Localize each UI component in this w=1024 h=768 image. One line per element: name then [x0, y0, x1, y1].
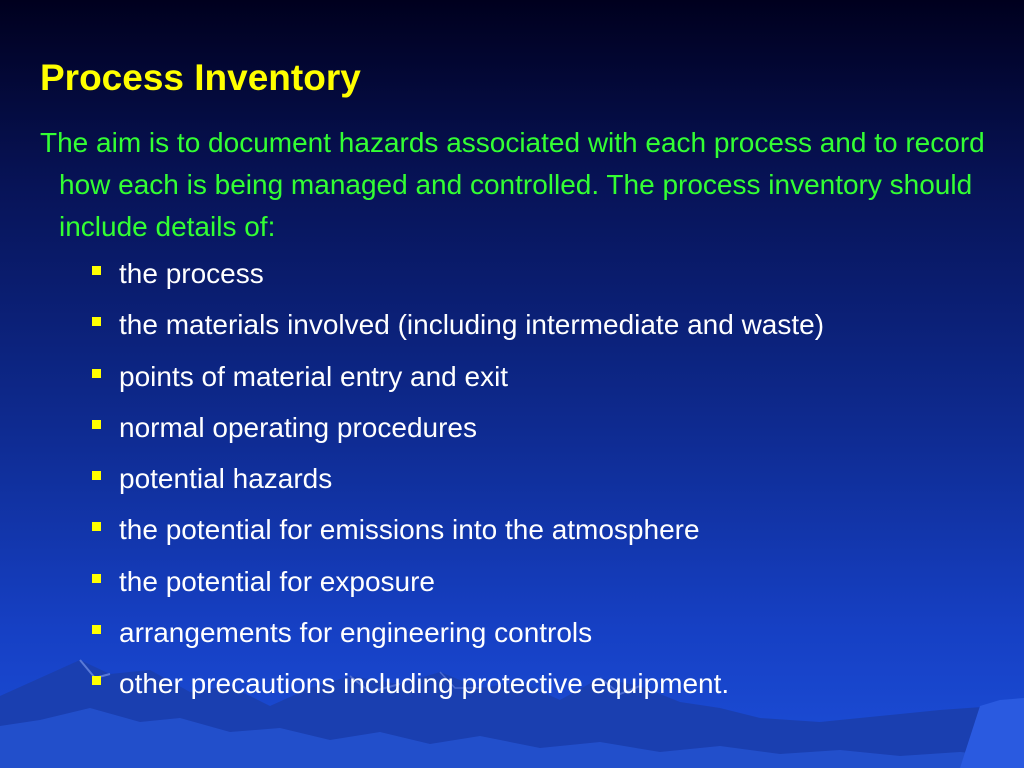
list-item-text: the process	[119, 258, 264, 289]
list-item	[92, 609, 824, 660]
list-item-text: normal operating procedures	[119, 411, 477, 443]
square-bullet-icon	[92, 574, 101, 583]
list-item	[92, 558, 824, 609]
list-item	[92, 301, 824, 352]
list-item	[92, 660, 824, 711]
list-item	[92, 455, 824, 506]
square-bullet-icon	[92, 522, 101, 531]
slide-title: Process Inventory	[40, 57, 361, 98]
list-item	[92, 404, 824, 455]
square-bullet-icon	[92, 266, 101, 275]
square-bullet-icon	[92, 676, 101, 685]
list-item-text: potential hazards	[119, 463, 333, 495]
list-item	[92, 250, 824, 301]
list-item-text: arrangements for engineering controls	[119, 617, 593, 649]
list-item-text: other precautions including protective equipment.	[119, 668, 730, 700]
details-list	[92, 250, 824, 712]
list-item	[92, 353, 824, 404]
list-item-text: the potential for exposure	[119, 565, 435, 597]
square-bullet-icon	[92, 625, 101, 634]
list-item-text: the materials involved (including intermediate and waste)	[119, 309, 825, 341]
list-item-text: points of material entry and exit	[119, 360, 509, 392]
square-bullet-icon	[92, 369, 101, 378]
square-bullet-icon	[92, 471, 101, 480]
square-bullet-icon	[92, 420, 101, 429]
intro-paragraph: The aim is to document hazards associated with each process and to record how each is being managed and controlled. The process inventory should include details of:	[40, 127, 985, 242]
square-bullet-icon	[92, 317, 101, 326]
list-item	[92, 506, 824, 557]
list-item-text: the potential for emissions into the atmosphere	[119, 514, 700, 546]
